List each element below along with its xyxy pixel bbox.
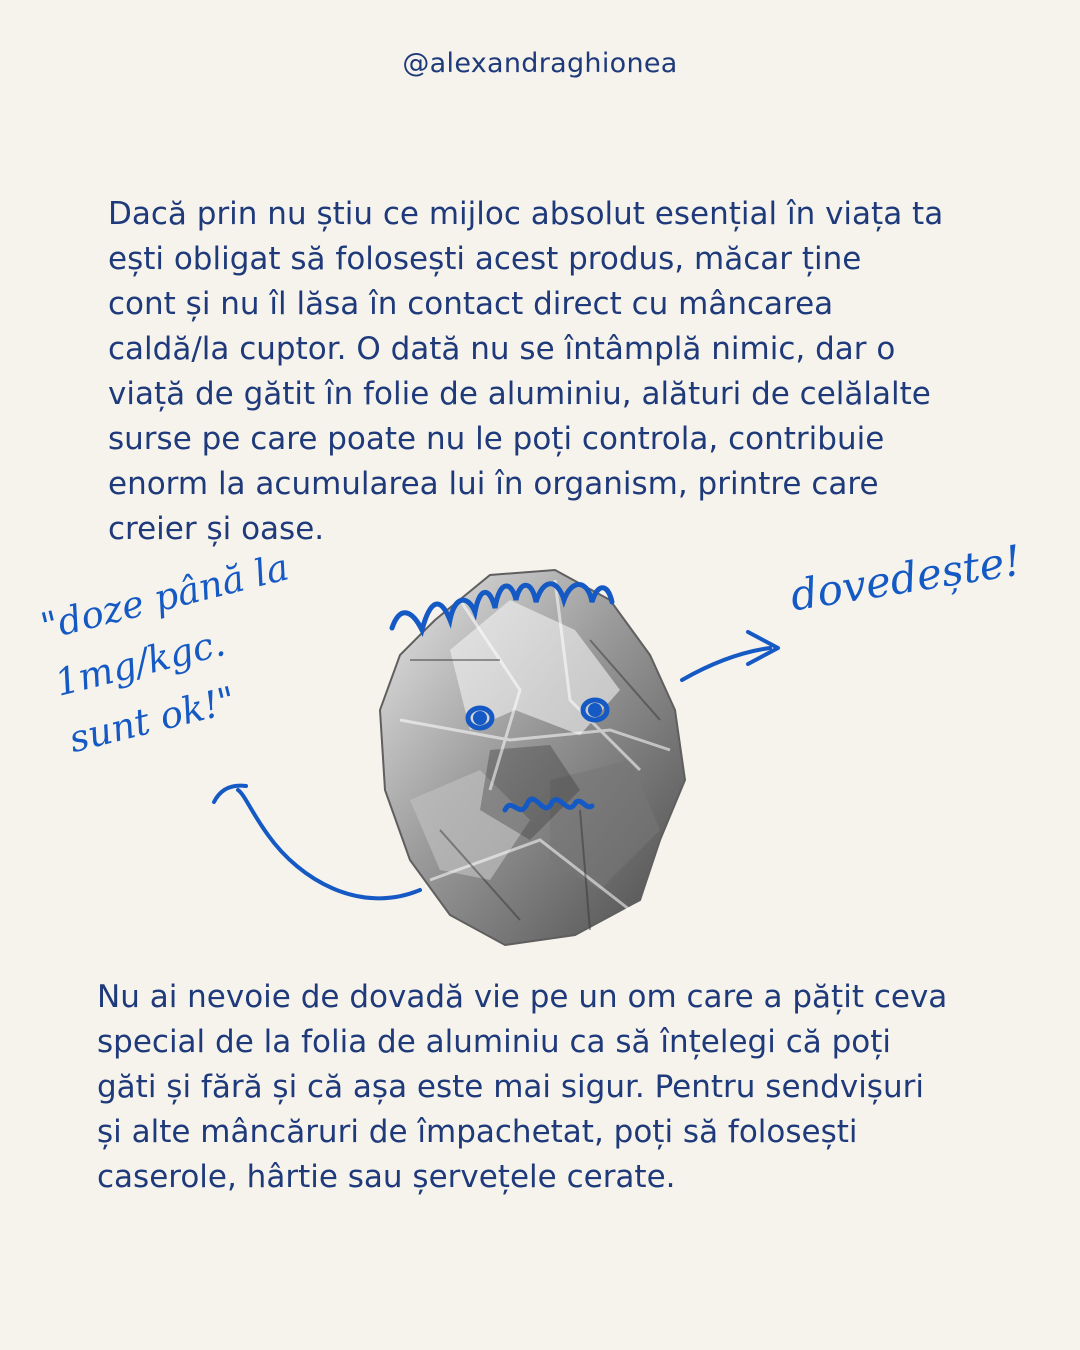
foil-ball-illustration — [340, 540, 720, 960]
handwritten-note-left: "doze până la 1mg/kgc. sunt ok!" — [36, 545, 293, 762]
paragraph-outro: Nu ai nevoie de dovadă vie pe un om care a pățit ceva special de la folia de aluminiu ca să înțelegi că poți găti și fără și că așa este mai sigur. Pentru sendvișuri și alte mâncăruri de împachetat, poți să folosești caserole, hârtie sau șervețele cerate. — [97, 979, 948, 1195]
paragraph-intro: Dacă prin nu știu ce mijloc absolut esențial în viața ta ești obligat să folosești acest produs, măcar ține cont și nu îl lăsa în contact direct cu mâncarea caldă/la cuptor. O dată nu se întâmplă nimic, dar o viață de gătit în folie de aluminiu, alături de celălalte surse pe care poate nu le poți controla, contribuie enorm la acumularea lui în organism, printre care creier și oase. — [108, 196, 944, 547]
handwritten-note-right: dovedește! — [787, 535, 1025, 621]
author-handle: @alexandraghionea — [402, 48, 678, 79]
